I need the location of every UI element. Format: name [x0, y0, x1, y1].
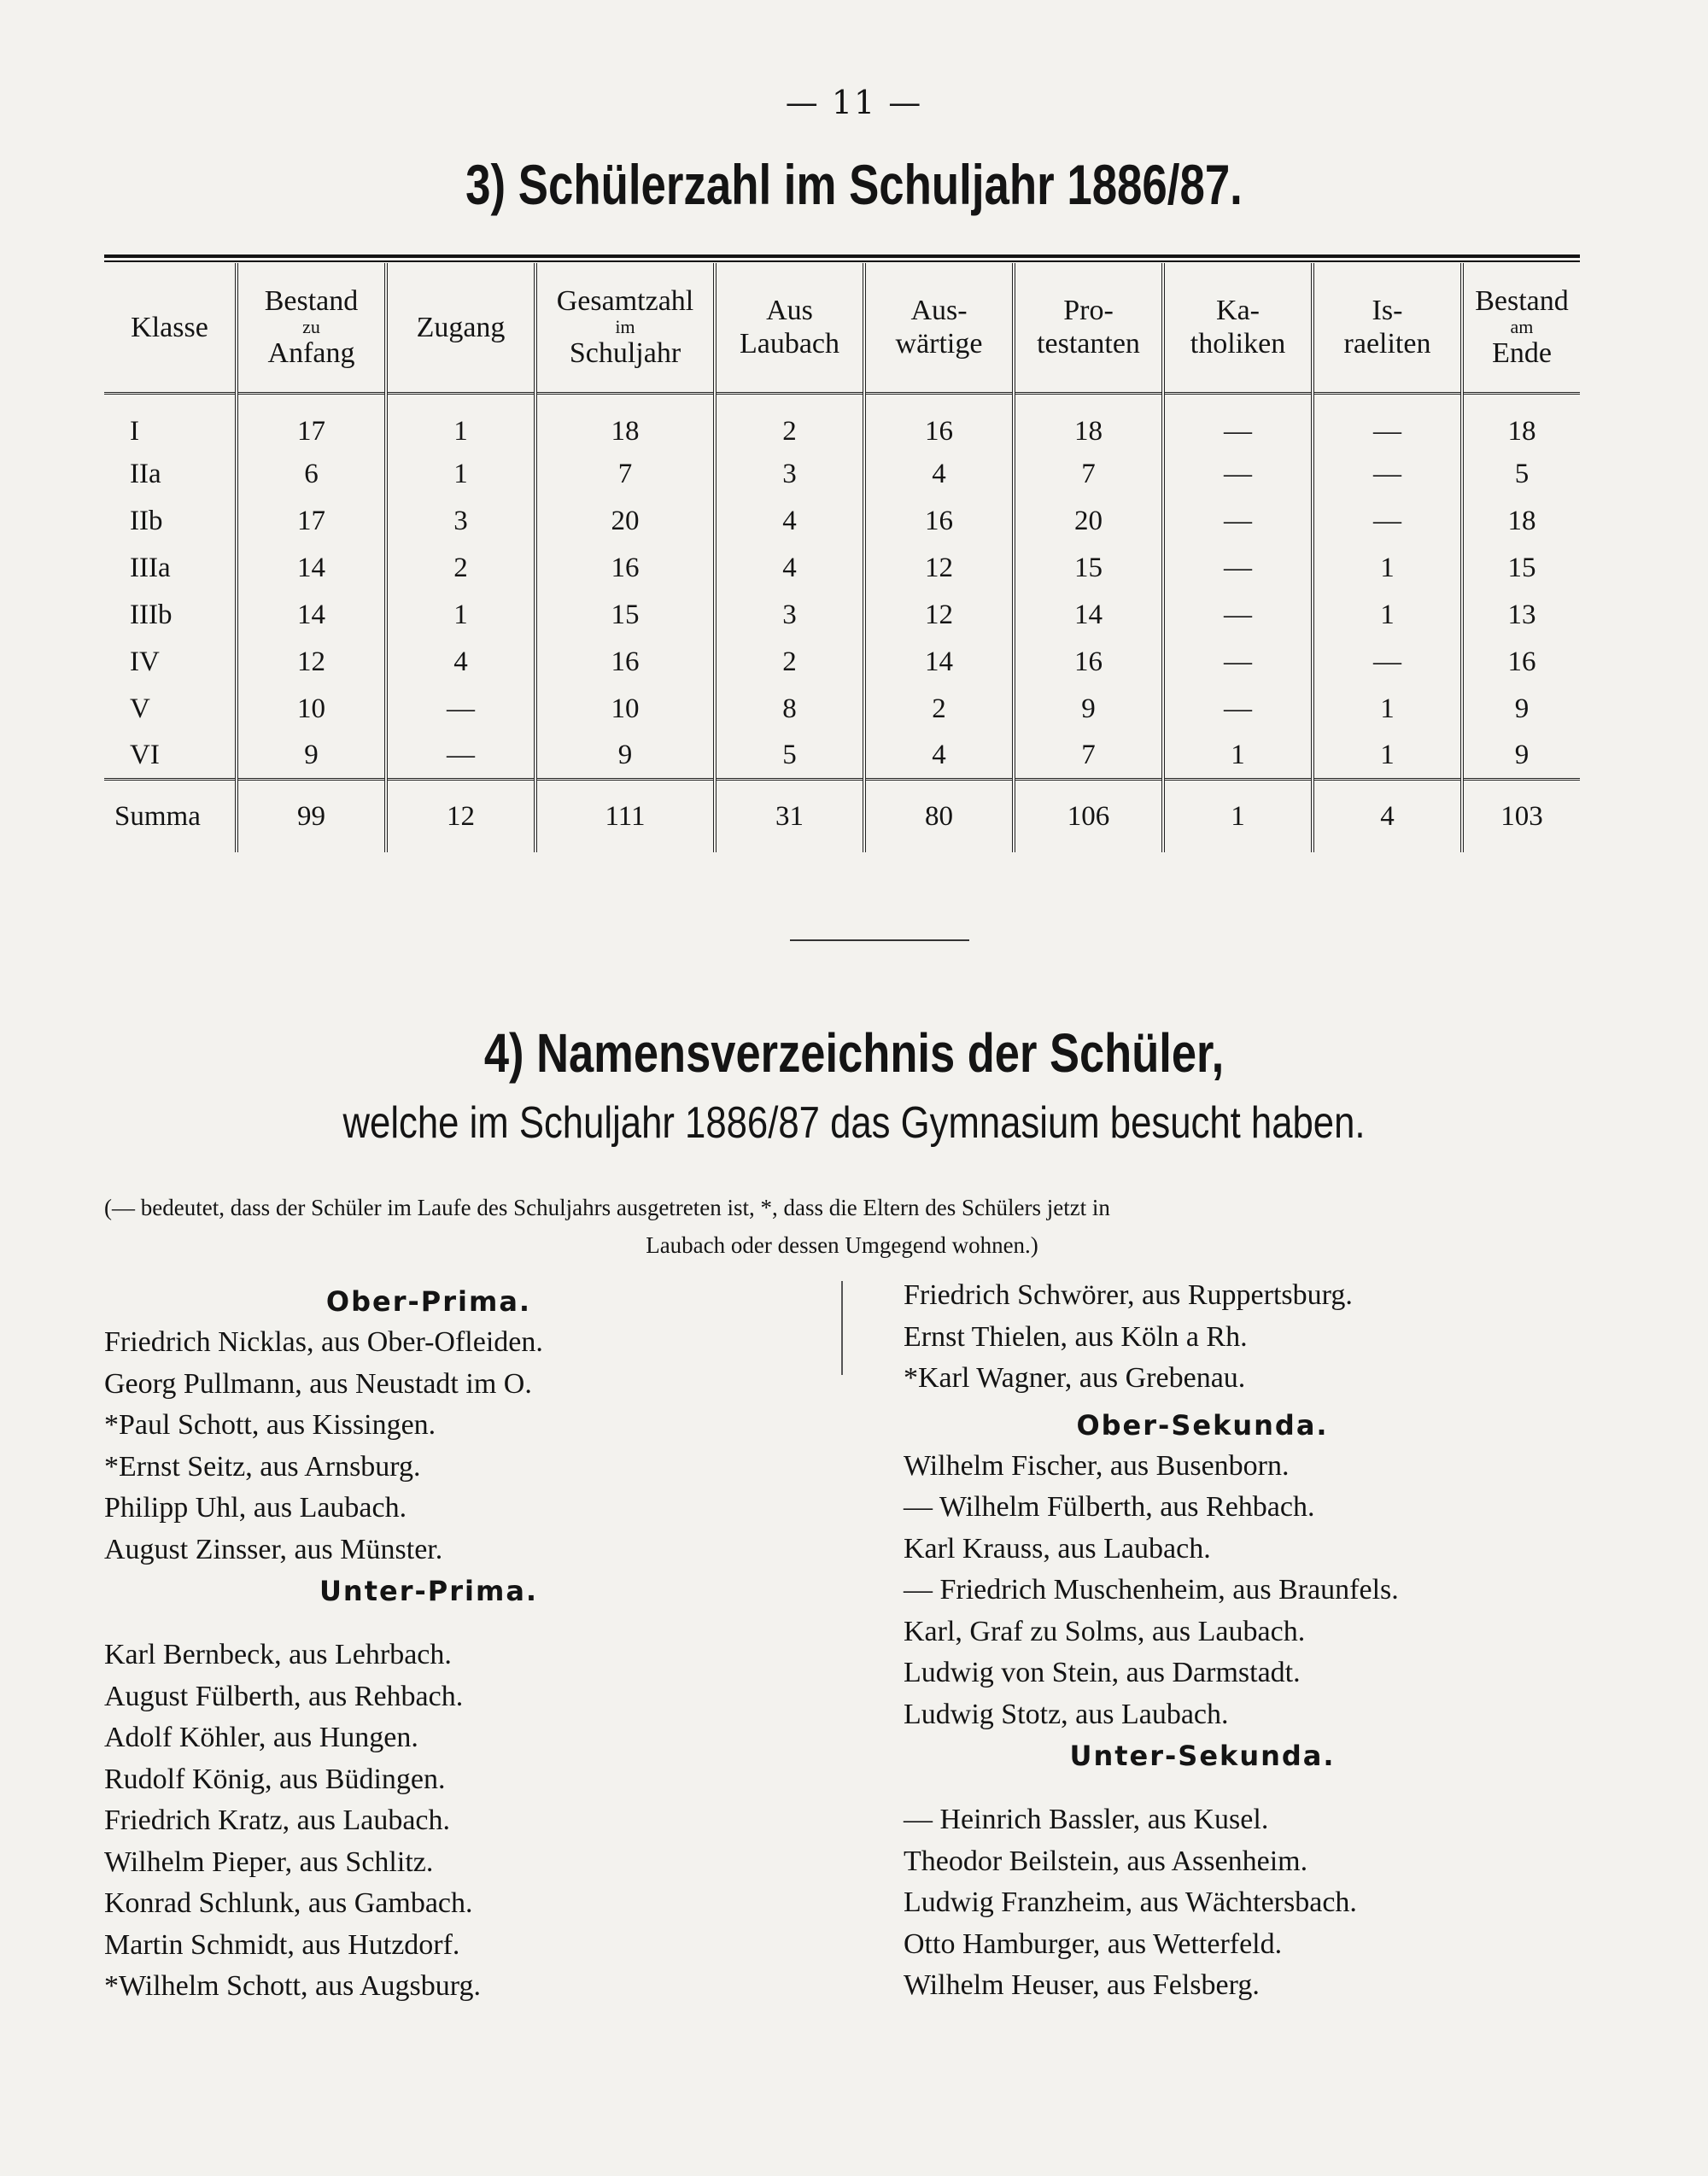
student-entry: Ludwig Stotz, aus Laubach. [904, 1698, 1229, 1730]
header-text-small: am [1510, 316, 1534, 338]
table-cell: 5 [1462, 451, 1580, 498]
table-cell: — [1313, 639, 1462, 686]
table-top-rule-thin [104, 260, 1580, 262]
table-cell: 1 [1313, 733, 1462, 780]
heading-ober-prima: Ober-Prima. [325, 1285, 532, 1318]
header-text-bottom: tholiken [1190, 328, 1286, 360]
table-cell: 18 [535, 393, 715, 451]
table-cell: 17 [237, 498, 386, 545]
table-cell: 16 [535, 639, 715, 686]
header-text-top: Gesamtzahl [556, 285, 694, 318]
table-cell: 4 [386, 639, 535, 686]
table-cell: 16 [864, 498, 1014, 545]
header-text-small: im [615, 316, 635, 338]
table-cell: 9 [1014, 686, 1163, 733]
table-cell: 15 [1462, 545, 1580, 592]
table-cell: 3 [715, 592, 864, 639]
table-cell: — [1163, 545, 1313, 592]
legend-note-line-1: (— bedeutet, dass der Schüler im Laufe des Schuljahrs ausgetreten ist, *, dass die Eltern des Schülers jetzt in [104, 1195, 1110, 1220]
header-text-bottom: Schuljahr [569, 337, 681, 370]
heading-unter-sekunda: Unter-Sekunda. [1069, 1740, 1336, 1772]
table-cell: 1 [1313, 545, 1462, 592]
table-cell: 20 [1014, 498, 1163, 545]
table-cell: — [1313, 451, 1462, 498]
table-cell: 12 [864, 545, 1014, 592]
header-text-small: zu [302, 316, 320, 338]
header-text-top: Ka- [1216, 295, 1260, 327]
table-row [104, 498, 1580, 545]
table-header-cell [864, 263, 1014, 393]
student-entry: Rudolf König, aus Büdingen. [104, 1763, 446, 1795]
student-entry: Karl, Graf zu Solms, aus Laubach. [904, 1615, 1306, 1647]
student-entry: August Zinsser, aus Münster. [104, 1533, 443, 1565]
table-cell: 7 [535, 451, 715, 498]
table-cell-klasse: IIa [130, 458, 161, 489]
student-entry: Adolf Köhler, aus Hungen. [104, 1722, 418, 1753]
student-count-table [104, 263, 1580, 852]
student-entry: Konrad Schlunk, aus Gambach. [104, 1887, 473, 1919]
summa-cell: 111 [535, 780, 715, 852]
table-cell: 2 [715, 393, 864, 451]
table-cell: 18 [1462, 393, 1580, 451]
summa-label: Summa [104, 780, 237, 852]
header-text-top: Aus- [910, 295, 968, 327]
summa-cell: 106 [1014, 780, 1163, 852]
summa-cell: 1 [1163, 780, 1313, 852]
table-cell: — [1163, 639, 1313, 686]
student-entry: Friedrich Kratz, aus Laubach. [104, 1805, 450, 1836]
list-ober-sekunda [904, 1446, 1621, 1736]
table-row [104, 393, 1580, 451]
list-ober-prima [104, 1322, 822, 1571]
table-cell: — [1313, 498, 1462, 545]
summa-cell: 12 [386, 780, 535, 852]
student-entry: *Ernst Seitz, aus Arnsburg. [104, 1450, 421, 1483]
student-entry: Friedrich Nicklas, aus Ober-Ofleiden. [104, 1326, 543, 1358]
table-cell-klasse: VI [130, 739, 160, 770]
table-cell: 16 [535, 545, 715, 592]
legend-note-line-2: Laubach oder dessen Umgegend wohnen.) [646, 1232, 1038, 1258]
table-header-cell [1014, 263, 1163, 393]
table-cell: 8 [715, 686, 864, 733]
header-text-bottom: testanten [1037, 328, 1140, 360]
table-cell: 4 [864, 733, 1014, 780]
student-entry: Friedrich Schwörer, aus Ruppertsburg. [904, 1279, 1353, 1311]
summa-cell: 99 [237, 780, 386, 852]
table-cell: 2 [386, 545, 535, 592]
table-header-cell [237, 263, 386, 393]
table-header-cell [715, 263, 864, 393]
student-entry: Karl Bernbeck, aus Lehrbach. [104, 1639, 452, 1670]
header-text-top: Aus [766, 295, 813, 327]
header-text-top: Is- [1372, 295, 1403, 327]
section-4-title: 4) Namensverzeichnis der Schüler, [483, 1022, 1225, 1084]
table-cell: 2 [715, 639, 864, 686]
table-top-rule [104, 254, 1580, 258]
table-cell: — [1163, 686, 1313, 733]
table-cell: 9 [1462, 686, 1580, 733]
table-cell: — [1163, 451, 1313, 498]
table-cell: 1 [1313, 592, 1462, 639]
student-entry: — Friedrich Muschenheim, aus Braunfels. [904, 1574, 1399, 1606]
student-entry: Ernst Thielen, aus Köln a Rh. [904, 1320, 1248, 1353]
list-unter-sekunda [904, 1799, 1621, 2007]
table-header-cell [104, 263, 237, 393]
table-header-cell [1313, 263, 1462, 393]
summa-cell: 4 [1313, 780, 1462, 852]
table-cell: — [1163, 498, 1313, 545]
student-entry: Georg Pullmann, aus Neustadt im O. [104, 1367, 532, 1400]
header-text-bottom: Laubach [739, 328, 840, 360]
table-cell: 10 [535, 686, 715, 733]
header-text-bottom: raeliten [1343, 328, 1431, 360]
table-cell: 1 [386, 393, 535, 451]
table-cell: 1 [1313, 686, 1462, 733]
table-cell: 5 [715, 733, 864, 780]
table-header-cell [1163, 263, 1313, 393]
table-header-cell [535, 263, 715, 393]
table-row [104, 686, 1580, 733]
table-header-cell [1462, 263, 1580, 393]
table-cell: 4 [715, 498, 864, 545]
table-cell-klasse: IV [130, 646, 160, 677]
table-row [104, 733, 1580, 780]
header-text-bottom: Anfang [267, 337, 355, 370]
student-entry: Theodor Beilstein, aus Assenheim. [904, 1845, 1308, 1877]
section-4-subtitle: welche im Schuljahr 1886/87 das Gymnasium besucht haben. [342, 1098, 1366, 1148]
student-entry: — Wilhelm Fülberth, aus Rehbach. [904, 1491, 1315, 1523]
summa-cell: 103 [1462, 780, 1580, 852]
table-cell: 6 [237, 451, 386, 498]
header-text-top: Pro- [1063, 295, 1114, 327]
list-prima-continued [904, 1275, 1621, 1400]
table-cell: 17 [237, 393, 386, 451]
table-cell-klasse: IIIb [130, 599, 173, 630]
student-entry: *Karl Wagner, aus Grebenau. [904, 1362, 1246, 1394]
table-row [104, 451, 1580, 498]
table-cell-klasse: IIb [130, 505, 163, 536]
table-cell: 16 [864, 393, 1014, 451]
table-cell: 15 [535, 592, 715, 639]
table-cell: — [1313, 393, 1462, 451]
table-cell: 7 [1014, 451, 1163, 498]
table-cell: 7 [1014, 733, 1163, 780]
student-entry: Karl Krauss, aus Laubach. [904, 1532, 1211, 1565]
right-column [904, 1275, 1621, 2007]
heading-ober-sekunda: Ober-Sekunda. [1076, 1408, 1329, 1442]
student-entry: *Wilhelm Schott, aus Augsburg. [104, 1970, 481, 2002]
table-cell: 14 [1014, 592, 1163, 639]
table-cell-klasse: V [130, 693, 150, 724]
student-entry: *Paul Schott, aus Kissingen. [104, 1409, 436, 1441]
column-divider [841, 1281, 843, 1375]
student-entry: Philipp Uhl, aus Laubach. [104, 1492, 407, 1524]
table-row [104, 639, 1580, 686]
table-cell: 1 [1163, 733, 1313, 780]
student-entry: August Fülberth, aus Rehbach. [104, 1680, 464, 1712]
list-unter-prima [104, 1635, 822, 2008]
table-summa-row [104, 780, 1580, 852]
legend-note [104, 1189, 1580, 1264]
table-header-cell [386, 263, 535, 393]
table-cell: — [386, 686, 535, 733]
table-cell: 15 [1014, 545, 1163, 592]
table-cell: 12 [864, 592, 1014, 639]
header-text-bottom: Ende [1492, 337, 1552, 370]
table-cell: 9 [1462, 733, 1580, 780]
table-cell: 14 [237, 592, 386, 639]
table-cell: — [386, 733, 535, 780]
table-cell: 18 [1462, 498, 1580, 545]
table-cell: 4 [864, 451, 1014, 498]
table-cell: 16 [1014, 639, 1163, 686]
table-cell: 9 [535, 733, 715, 780]
table-cell: 18 [1014, 393, 1163, 451]
header-text-top: Bestand [1475, 285, 1569, 318]
summa-cell: 80 [864, 780, 1014, 852]
table-cell: 1 [386, 592, 535, 639]
table-cell: 9 [237, 733, 386, 780]
table-cell: — [1163, 393, 1313, 451]
student-entry: Wilhelm Fischer, aus Busenborn. [904, 1449, 1290, 1482]
table-cell: 12 [237, 639, 386, 686]
table-cell: 13 [1462, 592, 1580, 639]
header-text-top: Zugang [416, 311, 506, 343]
left-column [104, 1281, 822, 2008]
table-cell: 3 [715, 451, 864, 498]
student-entry: Otto Hamburger, aus Wetterfeld. [904, 1927, 1283, 1960]
header-text-top: Bestand [264, 285, 359, 318]
table-cell-klasse: I [130, 416, 139, 447]
table-cell: 1 [386, 451, 535, 498]
table-cell: 14 [864, 639, 1014, 686]
table-cell: 20 [535, 498, 715, 545]
table-cell: 10 [237, 686, 386, 733]
table-cell: 16 [1462, 639, 1580, 686]
table-cell-klasse: IIIa [130, 552, 171, 583]
student-entry: Wilhelm Pieper, aus Schlitz. [104, 1846, 434, 1878]
table-cell: 2 [864, 686, 1014, 733]
student-entry: Wilhelm Heuser, aus Felsberg. [904, 1969, 1260, 2001]
student-entry: Martin Schmidt, aus Hutzdorf. [104, 1928, 460, 1961]
table-row [104, 545, 1580, 592]
page-number: — 11 — [785, 84, 923, 121]
table-row [104, 592, 1580, 639]
table-cell: 4 [715, 545, 864, 592]
student-entry: Ludwig Franzheim, aus Wächtersbach. [904, 1886, 1357, 1918]
header-text-bottom: wärtige [895, 328, 983, 360]
section-divider [790, 939, 969, 941]
header-text-top: Klasse [131, 311, 208, 343]
table-cell: 14 [237, 545, 386, 592]
summa-cell: 31 [715, 780, 864, 852]
table-cell: — [1163, 592, 1313, 639]
heading-unter-prima: Unter-Prima. [319, 1575, 539, 1607]
student-entry: — Heinrich Bassler, aus Kusel. [904, 1804, 1269, 1835]
table-header-row [104, 263, 1580, 393]
table-cell: 3 [386, 498, 535, 545]
student-entry: Ludwig von Stein, aus Darmstadt. [904, 1657, 1301, 1688]
section-3-title: 3) Schülerzahl im Schuljahr 1886/87. [465, 153, 1243, 216]
